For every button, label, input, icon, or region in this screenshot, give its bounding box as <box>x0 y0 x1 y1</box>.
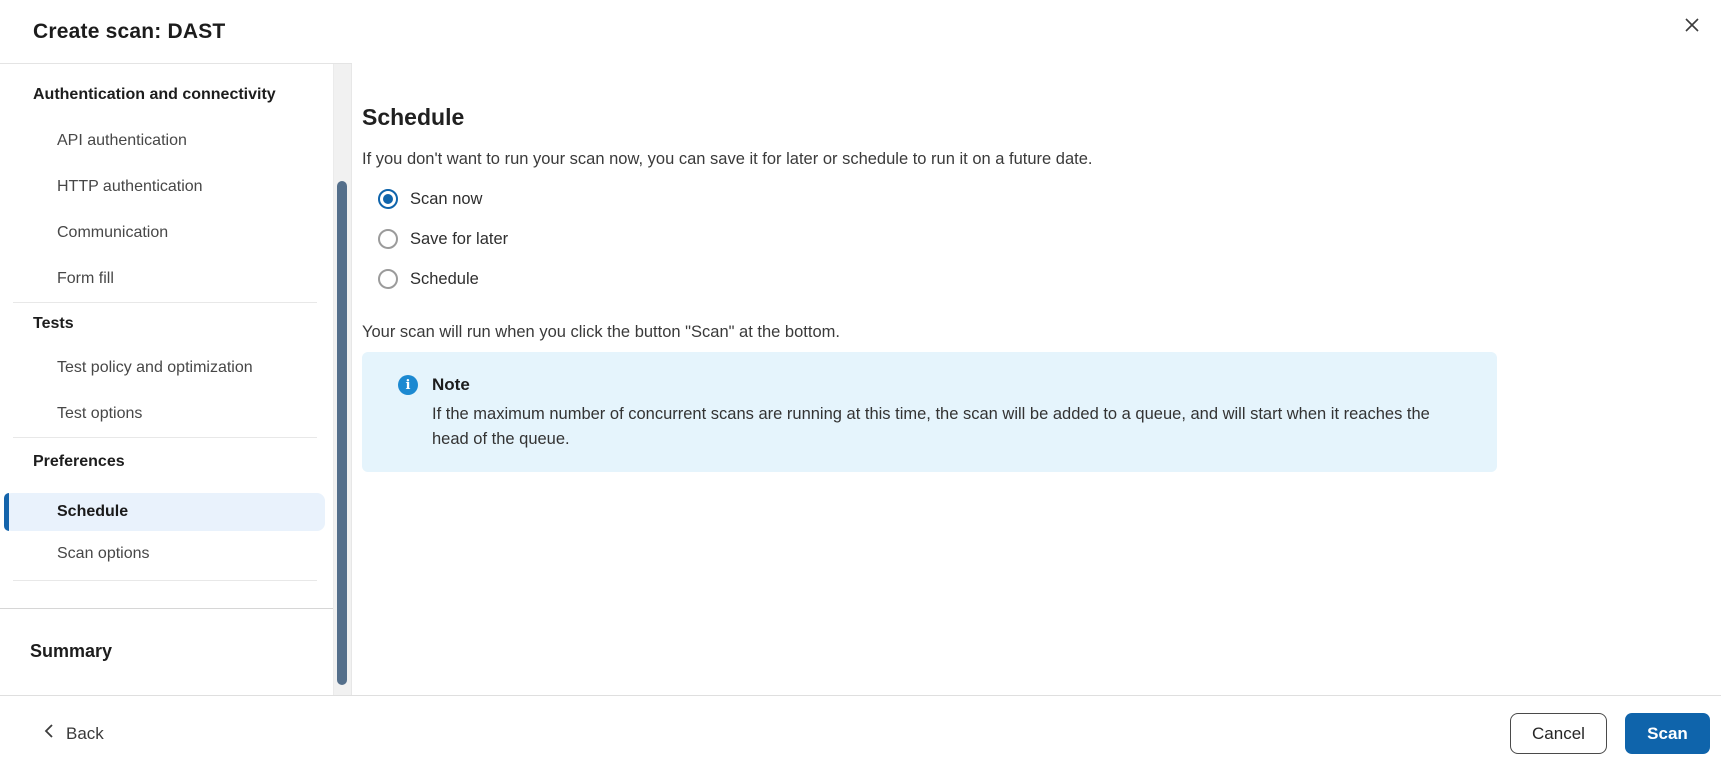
wizard-nav-rail <box>0 63 352 695</box>
nav-divider <box>13 580 317 581</box>
run-info-text: Your scan will run when you click the button "Scan" at the bottom. <box>362 323 840 341</box>
page-title: Schedule <box>362 104 465 130</box>
note-title: Note <box>432 375 470 394</box>
scan-button[interactable]: Scan <box>1625 713 1710 754</box>
schedule-radio-group <box>378 187 1721 291</box>
nav-item-scan-options[interactable]: Scan options <box>57 545 150 562</box>
cancel-button[interactable]: Cancel <box>1510 713 1607 754</box>
dialog-title: Create scan: DAST <box>33 19 226 43</box>
nav-section-tests[interactable]: Tests <box>33 315 74 332</box>
radio-option-scan-now[interactable] <box>378 187 1721 211</box>
nav-item-api-authentication[interactable]: API authentication <box>57 132 187 149</box>
note-box <box>362 352 1497 472</box>
radio-label: Schedule <box>410 269 479 288</box>
nav-section-preferences[interactable]: Preferences <box>33 453 125 470</box>
nav-item-form-fill[interactable]: Form fill <box>57 270 114 287</box>
nav-scrollbar-track[interactable] <box>333 64 352 695</box>
radio-label: Save for later <box>410 229 509 248</box>
wizard-nav <box>0 64 333 695</box>
radio-button-icon[interactable] <box>378 229 398 249</box>
note-title-row <box>398 375 1461 395</box>
radio-option-save-for-later[interactable] <box>378 227 1721 251</box>
nav-item-communication[interactable]: Communication <box>57 224 169 241</box>
nav-section-authentication-and-connectivity[interactable]: Authentication and connectivity <box>33 86 276 103</box>
back-button[interactable] <box>44 723 104 744</box>
nav-bottom-divider <box>0 608 333 609</box>
nav-item-http-authentication[interactable]: HTTP authentication <box>57 178 203 195</box>
back-button-label: Back <box>66 723 104 743</box>
radio-button-icon[interactable] <box>378 269 398 289</box>
note-body-text: If the maximum number of concurrent scans are running at this time, the scan will be added to a queue, and will start when it reaches the head of the queue. <box>432 405 1430 448</box>
radio-button-icon[interactable] <box>378 189 398 209</box>
chevron-left-icon <box>44 723 54 744</box>
close-icon <box>1684 17 1700 36</box>
nav-item-schedule-selected[interactable]: Schedule <box>4 493 325 531</box>
nav-item-summary[interactable]: Summary <box>30 640 113 661</box>
nav-item-test-policy-and-optimization[interactable]: Test policy and optimization <box>57 359 253 376</box>
footer-buttons <box>1510 713 1710 754</box>
nav-item-test-options[interactable]: Test options <box>57 405 143 422</box>
schedule-panel <box>352 63 1721 695</box>
close-button[interactable] <box>1676 10 1708 42</box>
schedule-intro-text: If you don't want to run your scan now, you can save it for later or schedule to run it on a future date. <box>362 150 1093 168</box>
info-icon: i <box>398 375 418 395</box>
dialog-footer <box>0 695 1721 771</box>
nav-scrollbar-thumb[interactable] <box>337 181 347 685</box>
radio-label: Scan now <box>410 189 483 208</box>
dialog-header <box>0 0 1721 63</box>
radio-option-schedule[interactable] <box>378 267 1721 291</box>
